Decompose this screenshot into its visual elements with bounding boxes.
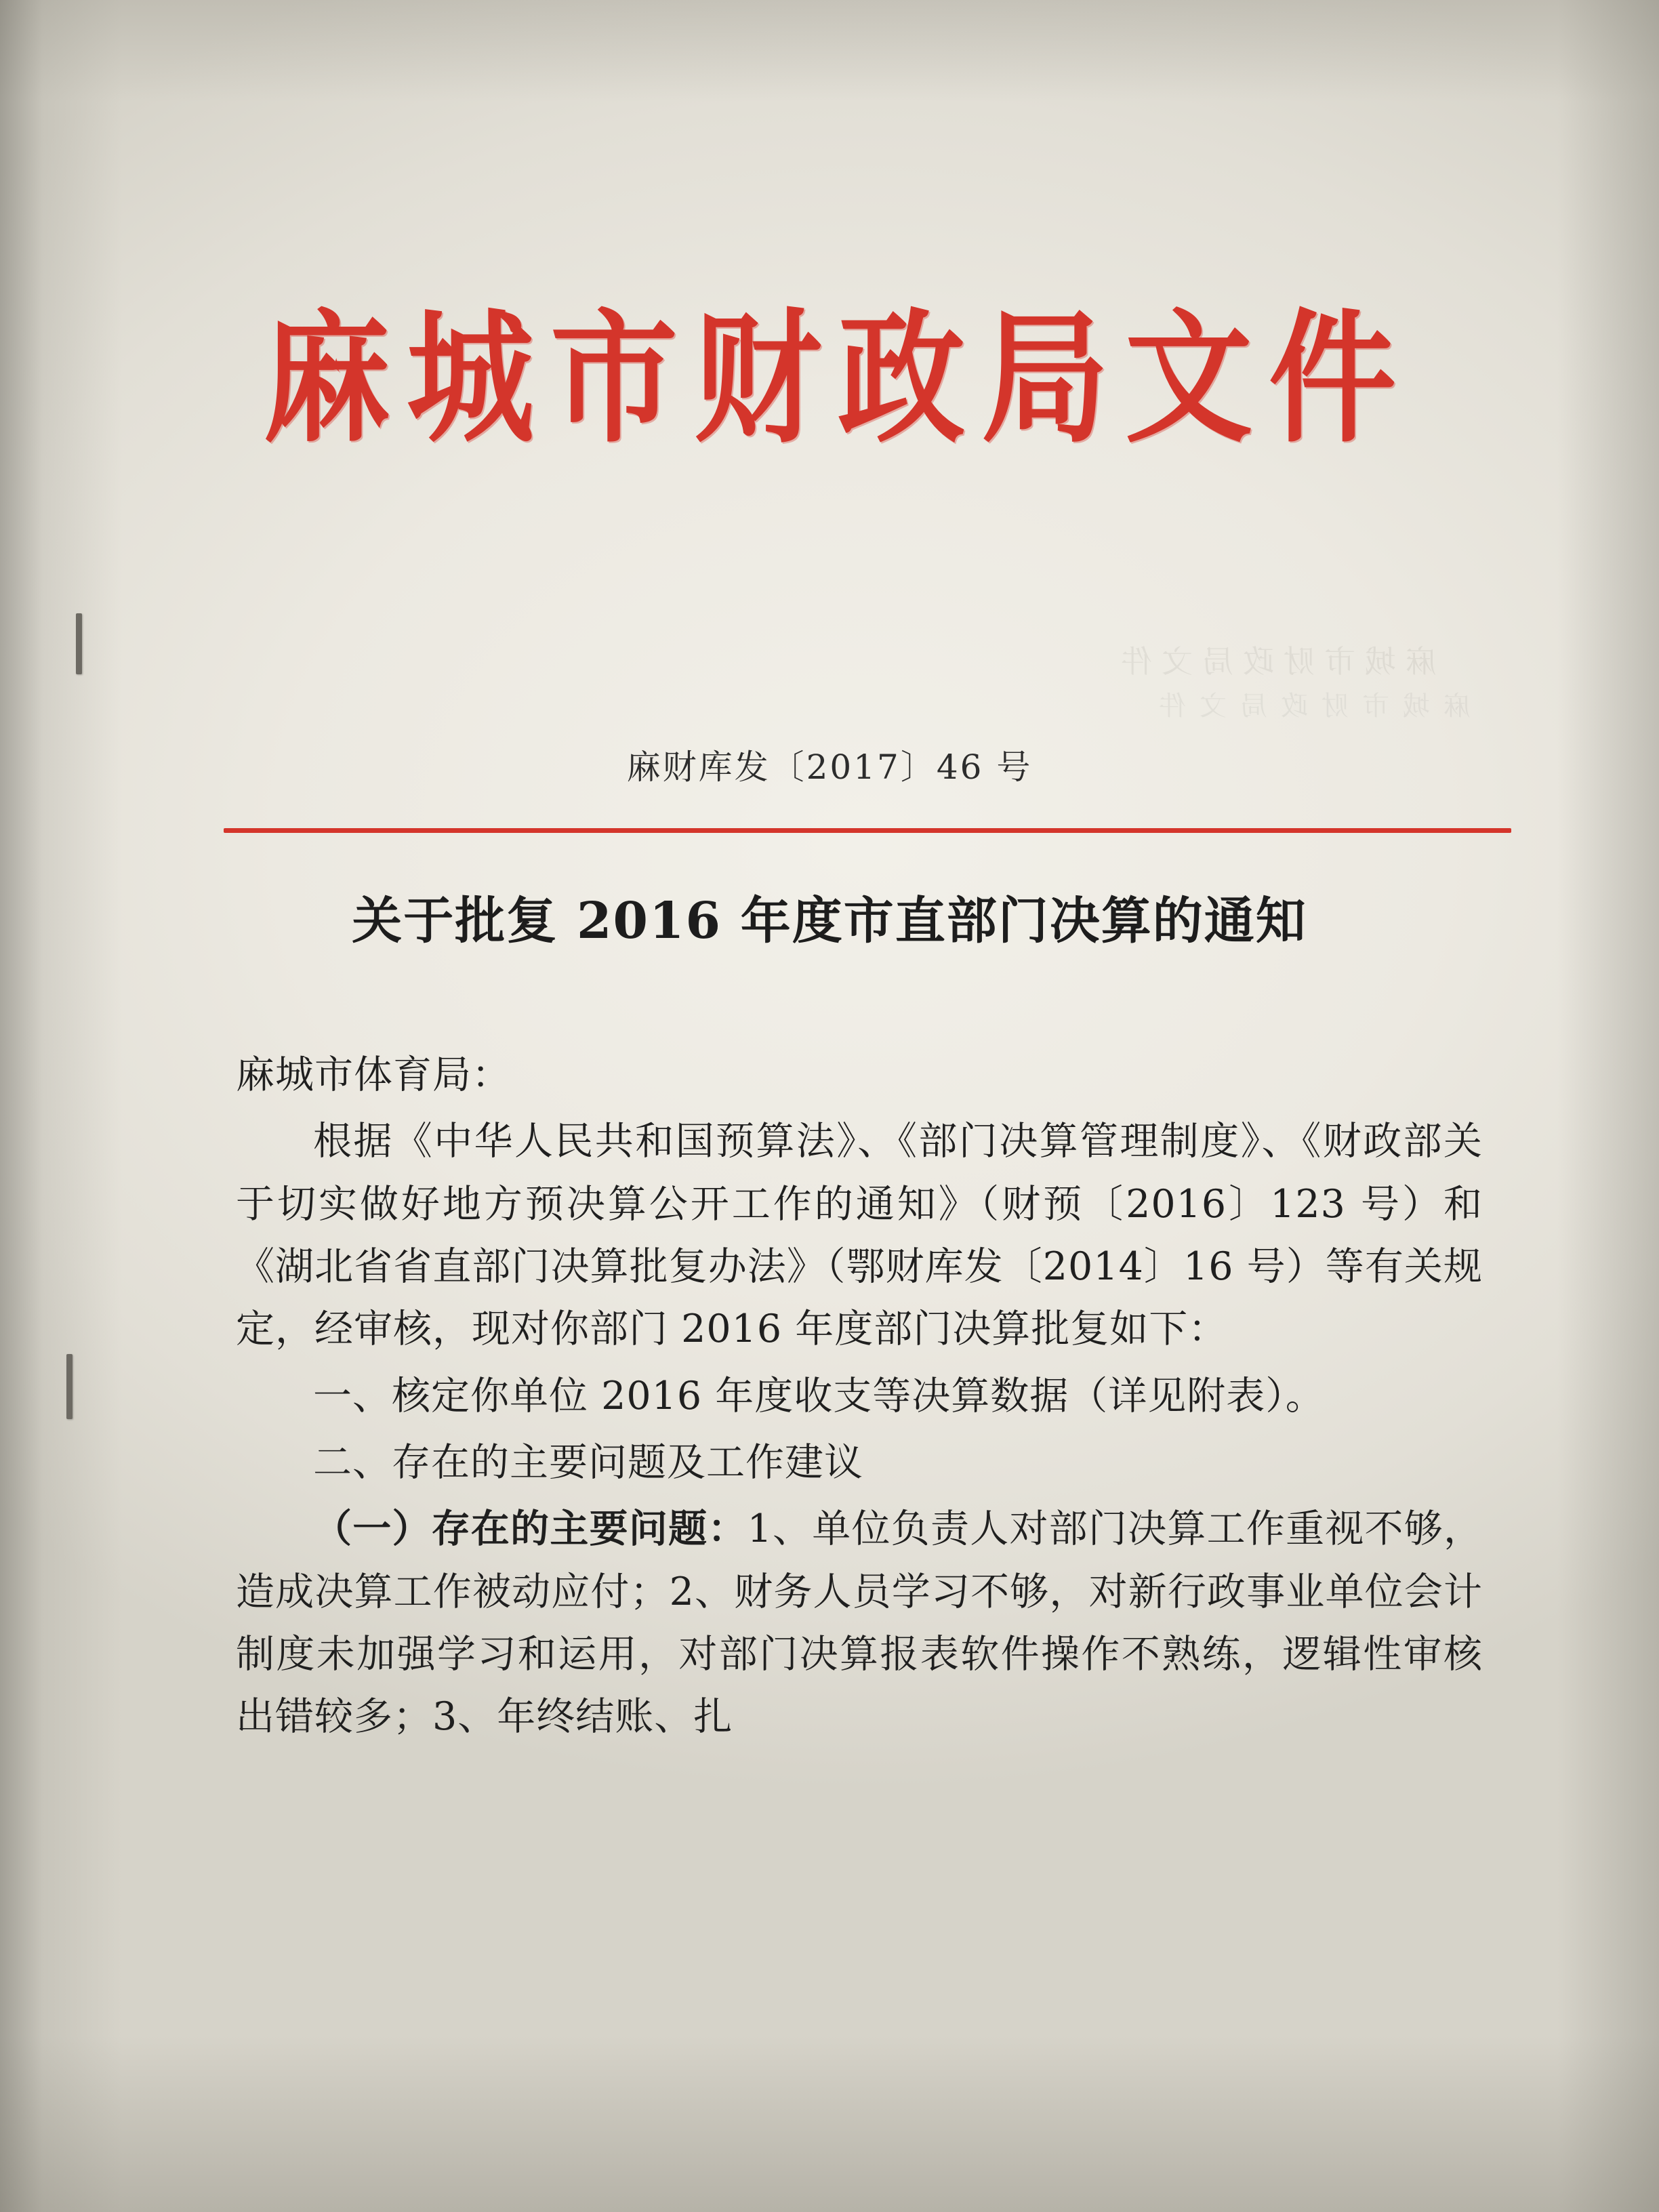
body-paragraph-1: 根据《中华人民共和国预算法》、《部门决算管理制度》、《财政部关于切实做好地方预决算公开工作的通知》（财预〔2016〕123 号）和《湖北省省直部门决算批复办法》（鄂财库发〔2014〕16 号）等有关规定，经审核，现对你部门 2016 年度部门决算批复如下： — [236, 1119, 1483, 1352]
document-title: 关于批复 2016 年度市直部门决算的通知 — [352, 892, 1307, 950]
body-paragraph-3: 二、存在的主要问题及工作建议 — [313, 1439, 863, 1485]
section-label: （一）存在的主要问题： — [313, 1506, 747, 1552]
section-paragraph — [236, 1498, 1483, 1748]
section-text: 1、单位负责人对部门决算工作重视不够，造成决算工作被动应付；2、财务人员学习不够，对新行政事业单位会计制度未加强学习和运用，对部门决算报表软件操作不熟练，逻辑性审核出错较多；3、年终结账、扎 — [236, 1507, 1483, 1740]
bleed-through-ghost-text-secondary: 麻城市财政局文件 — [1145, 691, 1471, 722]
recipient-line: 麻城市体育局： — [236, 1052, 511, 1097]
document-masthead-title: 麻城市财政局文件 — [263, 294, 1412, 463]
bleed-through-ghost-text: 麻城市财政局文件 — [1111, 643, 1437, 680]
red-horizontal-rule — [224, 828, 1511, 833]
document-number: 麻财库发〔2017〕46 号 — [626, 747, 1033, 787]
document-body — [236, 1044, 1483, 1753]
body-paragraph-2: 一、核定你单位 2016 年度收支等决算数据（详见附表）。 — [313, 1373, 1325, 1418]
